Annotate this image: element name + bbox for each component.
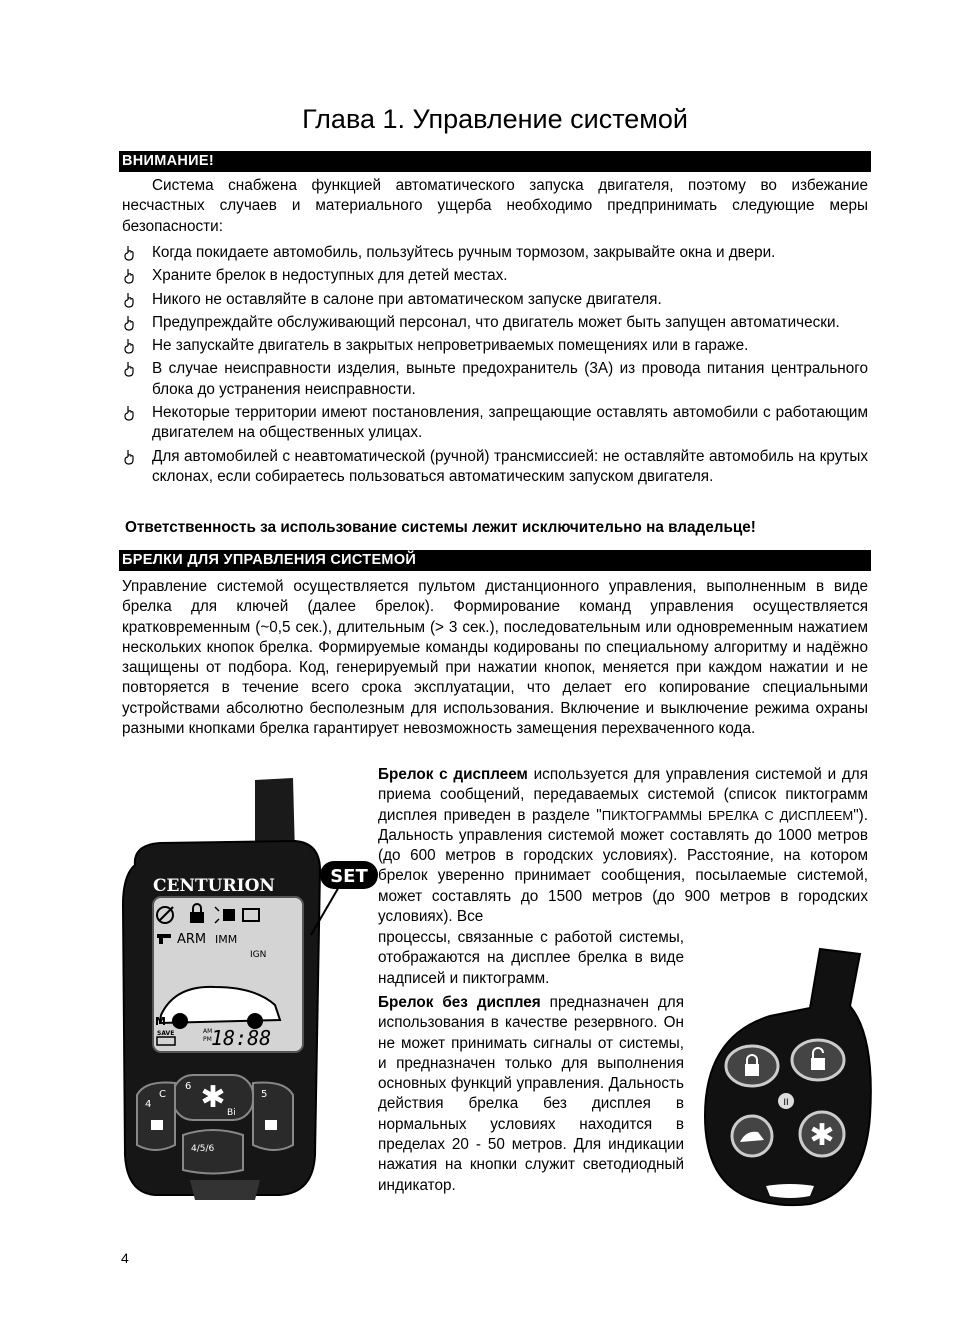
pictograms-reference: ПИКТОГРАММЫ БРЕЛКА С ДИСПЛЕЕМ [601,807,854,823]
warning-list-item [122,266,868,286]
pointing-hand-icon [122,315,136,331]
lcd-save: SAVE [157,1030,175,1037]
lock-button-icon [151,1120,163,1130]
lock-icon [745,1064,759,1076]
warning-item-text: Некоторые территории имеют постановления, запрещающие оставлять автомобили с работающим двигателем на общественных улицах. [152,404,868,442]
button-5-label: 5 [261,1089,268,1100]
star-icon: ✱ [200,1080,226,1115]
lcd-imm: IMM [215,933,238,946]
pointing-hand-icon [122,449,136,465]
display-fob-paragraph-cont: процессы, связанные с работой системы, отображаются на дисплее брелка в виде надписей и пиктограмм. [378,929,684,987]
warning-intro: Система снабжена функцией автоматического запуска двигателя, поэтому во избежание несчастных случаев и материального ущерба необходимо предпринимать следующие меры безопасности: [122,177,868,235]
warning-list-item [122,403,868,444]
display-fob-title: Брелок с дисплеем [378,766,528,783]
button-4-label: 4 [145,1099,152,1110]
plain-fob-illustration [700,946,875,1211]
unlock-button[interactable] [253,1083,293,1151]
display-fob-text-b: "). Дальность управления системой может составлять до 1000 метров (до 600 метров в городских условиях). Расстояние, на котором брелок уверенно принимает сообщения, посылаемые системой, может составлять до 1500 метров (до 900 метров в городских условиях). Все [378,806,868,926]
pointing-hand-icon [122,361,136,377]
nodisplay-fob-paragraph [378,993,684,1196]
warning-list-item [122,336,868,356]
lcd-am: AM [203,1028,213,1035]
lcd-m: M [155,1015,166,1028]
pointing-hand-icon [122,245,136,261]
display-fob-illustration [115,775,385,1210]
lcd-arm: ARM [177,932,207,947]
warning-list-item [122,359,868,400]
remotes-header: БРЕЛКИ ДЛЯ УПРАВЛЕНИЯ СИСТЕМОЙ [119,550,871,571]
fob-brand-label: CENTURION [153,876,275,896]
button-456-label: 4/5/6 [191,1144,215,1154]
warning-item-text: Когда покидаете автомобиль, пользуйтесь ручным тормозом, закрывайте окна и двери. [152,244,776,261]
nodisplay-fob-text: предназначен для использования в качестве резервного. Он не может принимать сигналы от системы, и предназначен только для выполнения основных функций управления. Дальность действия брелка без дисплея в нормальных условиях находится в пределах 20 - 50 метров. Для индикации нажатия на кнопки служит светодиодный индикатор. [378,994,684,1194]
unlock-icon [811,1058,825,1070]
set-label: SET [330,866,368,887]
button-bi-label: Bi [227,1108,236,1118]
responsibility-note: Ответственность за использование системы лежит исключительно на владельце! [125,519,756,536]
pointing-hand-icon [122,292,136,308]
warning-item-text: Предупреждайте обслуживающий персонал, что двигатель может быть запущен автоматически. [152,313,840,331]
warning-list [122,243,868,490]
lcd-ign: IGN [250,950,267,960]
led-label: II [783,1098,789,1108]
fob-slot [766,1184,814,1198]
warning-item-text: В случае неисправности изделия, выньте предохранитель (3А) из провода питания центрального блока до устранения неисправности. [152,360,868,398]
pointing-hand-icon [122,338,136,354]
warning-list-item [122,290,868,310]
warning-item-text: Не запускайте двигатель в закрытых непроветриваемых помещениях или в гараже. [152,337,749,355]
warning-item-text: Для автомобилей с неавтоматической (ручной) трансмиссией: не оставляйте автомобиль на крутых склонах, если собираетесь пользоваться автоматическим запуском двигателя. [152,447,868,485]
nodisplay-fob-title: Брелок без дисплея [378,994,541,1011]
page-number: 4 [121,1250,129,1266]
lock-button[interactable] [137,1083,175,1151]
warning-list-item [122,447,868,488]
display-fob-text-a: используется для управления системой и для приема сообщений, передаваемых системой (список пиктограмм дисплея приведен в разделе " [378,766,868,824]
star-icon: ✱ [809,1118,835,1153]
warning-item-text: Храните брелок в недоступных для детей местах. [152,267,508,285]
warning-list-item [122,243,868,263]
remotes-intro: Управление системой осуществляется пультом дистанционного управления, выполненным в виде брелка для ключей (далее брелок). Формирование команд управления осуществляется кратковременным (~0,5 сек.), длительным (> 3 сек.), последовательным или одновременным нажатием нескольких кнопок брелка. Формируемые команды кодированы по специальному алгоритму и надёжно защищены от подбора. Код, генерируемый при нажатии кнопок, меняется при каждом нажатии и не повторяется в течение всего срока эксплуатации, что делает его копирование специальными устройствами абсолютно бесполезным для использования. Включение и выключение режима охраны разными кнопками брелка гарантирует невозможность замещения перехваченного кода. [122,578,868,738]
warning-header: ВНИМАНИЕ! [119,151,871,172]
warning-item-text: Никого не оставляйте в салоне при автоматическом запуске двигателя. [152,290,662,308]
display-fob-paragraph [378,765,868,927]
pointing-hand-icon [122,268,136,284]
pointing-hand-icon [122,405,136,421]
warning-list-item [122,313,868,333]
page-title: Глава 1. Управление системой [302,104,688,134]
button-c-label: C [159,1089,166,1100]
button-6-label: 6 [185,1081,192,1092]
lcd-pm: PM [203,1036,212,1043]
lcd-time: 18:88 [211,1026,272,1050]
unlock-button-icon [265,1120,277,1130]
